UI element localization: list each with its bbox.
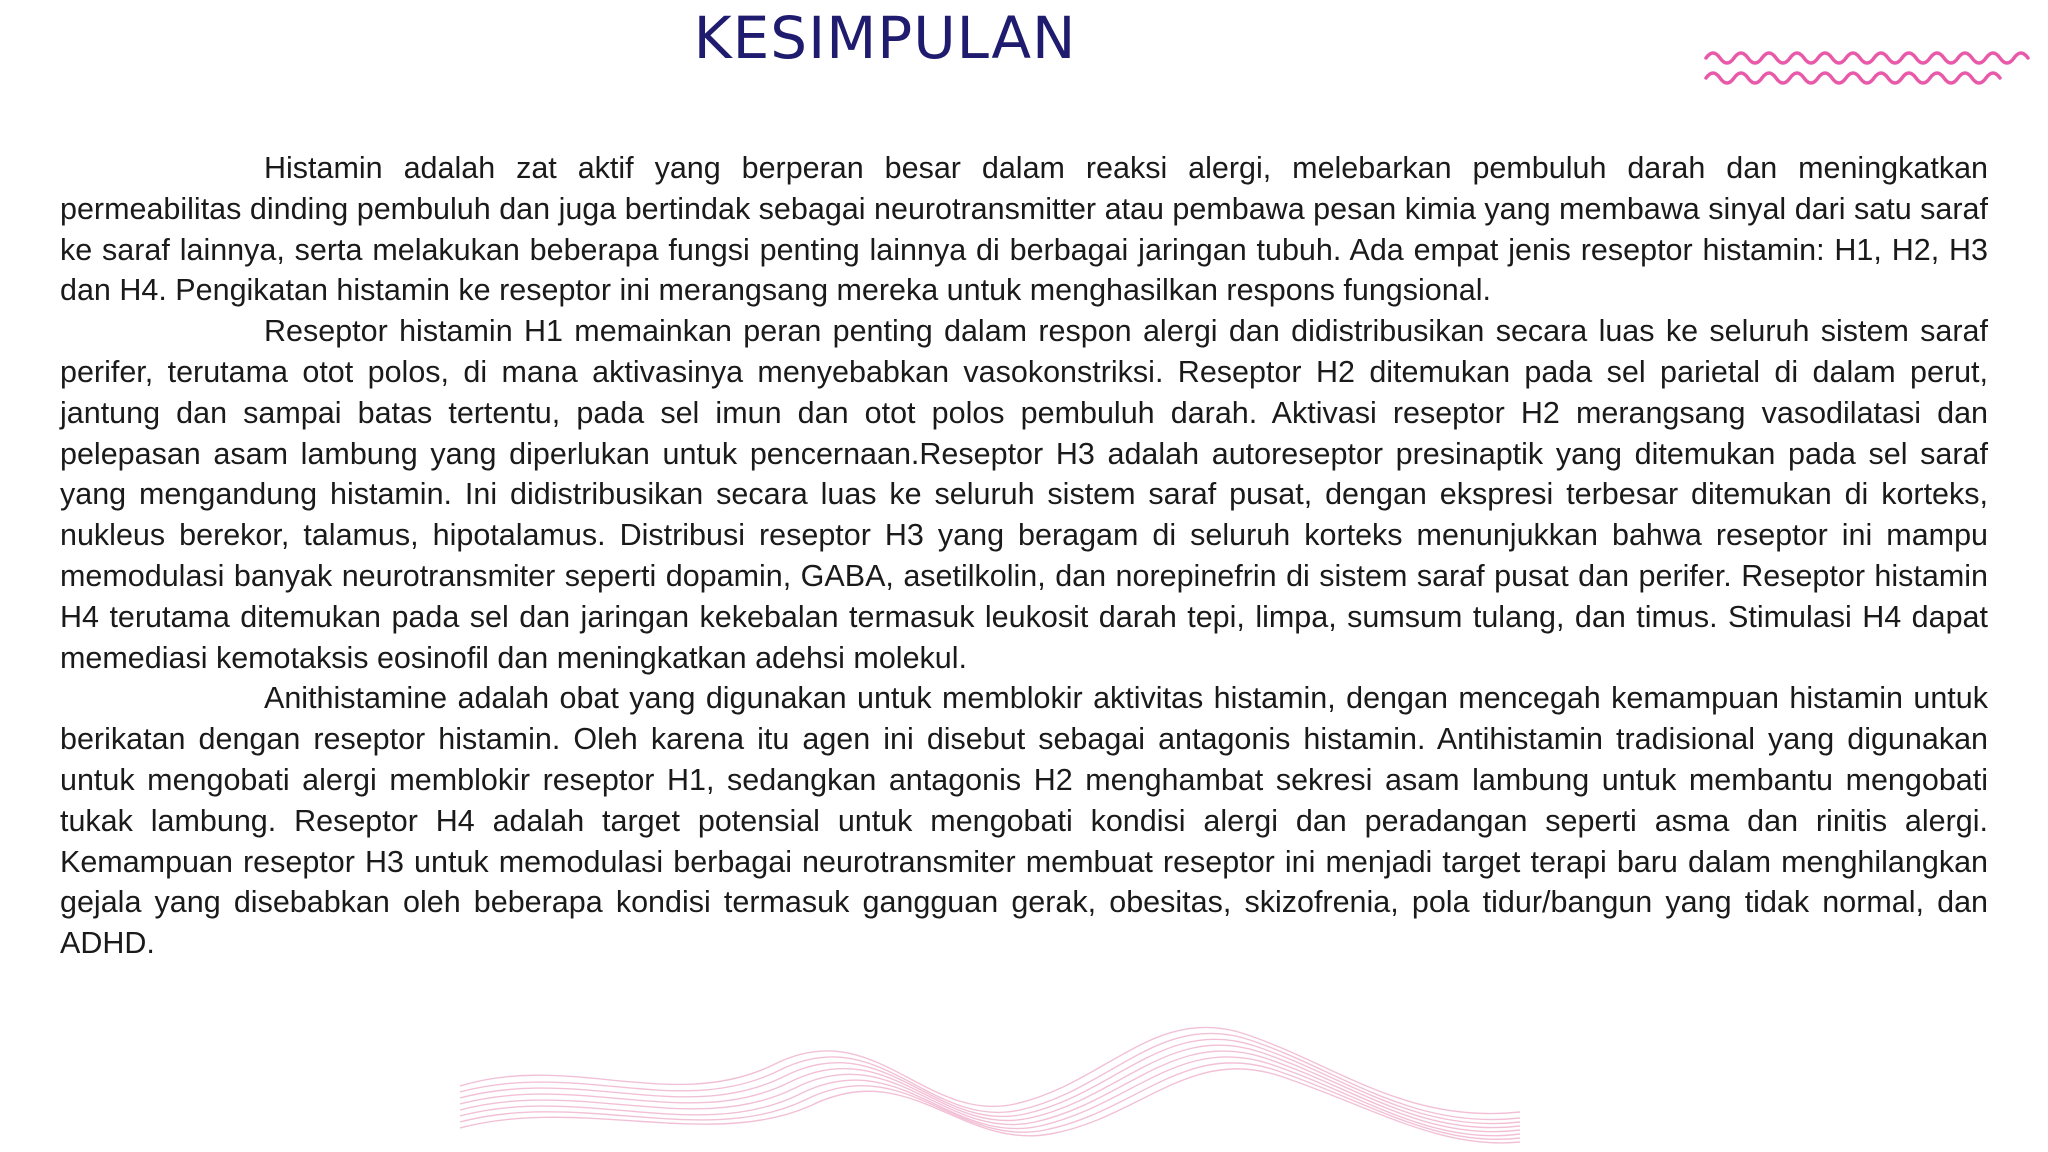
slide-title: KESIMPULAN <box>693 4 1077 72</box>
zigzag-decoration-icon <box>1700 44 2040 88</box>
wave-lines-decoration-icon <box>460 1000 1520 1150</box>
paragraph-antihistamine: Anithistamine adalah obat yang digunakan untuk memblokir aktivitas histamin, dengan mencegah kemampuan histamin untuk berikatan dengan reseptor histamin. Oleh karena itu agen ini disebut sebagai antagonis histamin. Antihistamin tradisional yang digunakan untuk mengobati alergi memblokir reseptor H1, sedangkan antagonis H2 menghambat sekresi asam lambung untuk membantu mengobati tukak lambung. Reseptor H4 adalah target potensial untuk mengobati kondisi alergi dan peradangan seperti asma dan rinitis alergi. Kemampuan reseptor H3 untuk memodulasi berbagai neurotransmiter membuat reseptor ini menjadi target terapi baru dalam menghilangkan gejala yang disebabkan oleh beberapa kondisi termasuk gangguan gerak, obesitas, skizofrenia, pola tidur/bangun yang tidak normal, dan ADHD. <box>60 681 1988 961</box>
paragraph-receptors: Reseptor histamin H1 memainkan peran penting dalam respon alergi dan didistribusikan secara luas ke seluruh sistem saraf perifer, terutama otot polos, di mana aktivasinya menyebabkan vasokonstriksi. Reseptor H2 ditemukan pada sel parietal di dalam perut, jantung dan sampai batas tertentu, pada sel imun dan otot polos pembuluh darah. Aktivasi reseptor H2 merangsang vasodilatasi dan pelepasan asam lambung yang diperlukan untuk pencernaan.Reseptor H3 adalah autoreseptor presinaptik yang ditemukan pada sel saraf yang mengandung histamin. Ini didistribusikan secara luas ke seluruh sistem saraf pusat, dengan ekspresi terbesar ditemukan di korteks, nukleus berekor, talamus, hipotalamus. Distribusi reseptor H3 yang beragam di seluruh korteks menunjukkan bahwa reseptor ini mampu memodulasi banyak neurotransmiter seperti dopamin, GABA, asetilkolin, dan norepinefrin di sistem saraf pusat dan perifer. Reseptor histamin H4 terutama ditemukan pada sel dan jaringan kekebalan termasuk leukosit darah tepi, limpa, sumsum tulang, dan timus. Stimulasi H4 dapat memediasi kemotaksis eosinofil dan meningkatkan adehsi molekul. <box>60 314 1988 675</box>
conclusion-text-block <box>60 148 1988 964</box>
paragraph-histamin: Histamin adalah zat aktif yang berperan besar dalam reaksi alergi, melebarkan pembuluh darah dan meningkatkan permeabilitas dinding pembuluh dan juga bertindak sebagai neurotransmitter atau pembawa pesan kimia yang membawa sinyal dari satu saraf ke saraf lainnya, serta melakukan beberapa fungsi penting lainnya di berbagai jaringan tubuh. Ada empat jenis reseptor histamin: H1, H2, H3 dan H4. Pengikatan histamin ke reseptor ini merangsang mereka untuk menghasilkan respons fungsional. <box>60 151 1988 308</box>
